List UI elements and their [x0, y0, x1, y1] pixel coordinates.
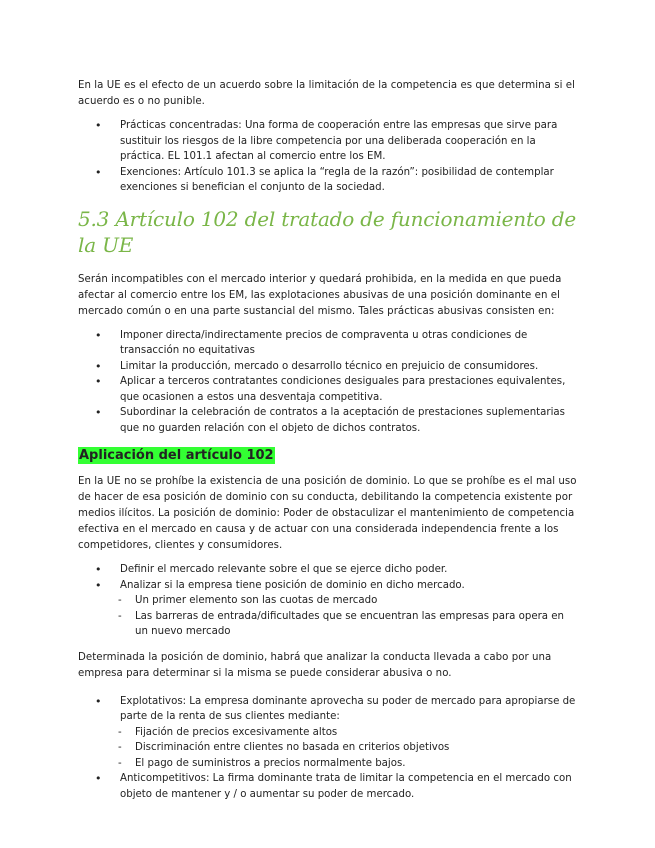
article-102-paragraph: Serán incompatibles con el mercado interior y quedará prohibida, en la medida en que pueda afectar al comercio entre los EM, las explotaciones abusivas de una posición dominante en el mercado común o en una parte sustancial del mismo. Tales prácticas abusivas consisten en:: [78, 273, 562, 317]
list-item: • Definir el mercado relevante sobre el que se ejerce dicho poder.: [78, 562, 578, 578]
document-body: [78, 78, 578, 812]
list-item: • Analizar si la empresa tiene posición de dominio en dicho mercado.: [78, 578, 578, 594]
list-item: • Subordinar la celebración de contratos a la aceptación de prestaciones suplementarias que no guarden relación con el objeto de dichos contratos.: [78, 405, 578, 436]
conduct-types-list: [78, 694, 578, 803]
practices-list: [78, 118, 578, 196]
list-item: • Anticompetitivos: La firma dominante trata de limitar la competencia en el mercado con objeto de mantener y / o aumentar su poder de mercado.: [78, 771, 578, 802]
highlighted-heading-text: Aplicación del artículo 102: [79, 448, 274, 463]
abusive-practices-list: [78, 328, 578, 437]
sub-list-item: - Un primer elemento son las cuotas de mercado: [78, 593, 578, 609]
sub-list-item: - Las barreras de entrada/dificultades que se encuentran las empresas para opera en un nuevo mercado: [78, 609, 578, 640]
sub-list-item: - El pago de suministros a precios normalmente bajos.: [78, 756, 578, 772]
analysis-steps-list: [78, 562, 578, 640]
intro-paragraph: En la UE es el efecto de un acuerdo sobre la limitación de la competencia es que determina si el acuerdo es o no punible.: [78, 80, 575, 107]
sub-list-item: - Fijación de precios excesivamente altos: [78, 725, 578, 741]
list-item: • Aplicar a terceros contratantes condiciones desiguales para prestaciones equivalentes, que ocasionen a estos una desventaja competitiva.: [78, 374, 578, 405]
list-item: • Explotativos: La empresa dominante aprovecha su poder de mercado para apropiarse de parte de la renta de sus clientes mediante:: [78, 694, 578, 725]
list-item: • Prácticas concentradas: Una forma de cooperación entre las empresas que sirve para sustituir los riesgos de la libre competencia por una deliberada cooperación en la práctica. EL 101.1 afectan al comercio entre los EM.: [78, 118, 578, 165]
list-item: • Limitar la producción, mercado o desarrollo técnico en prejuicio de consumidores.: [78, 359, 578, 375]
section-heading: 5.3 Artículo 102 del tratado de funcionamiento de la UE: [78, 206, 577, 257]
list-item: • Imponer directa/indirectamente precios de compraventa u otras condiciones de transacción no equitativas: [78, 328, 578, 359]
list-item: • Exenciones: Artículo 101.3 se aplica la “regla de la razón”: posibilidad de contemplar exenciones si benefician el conjunto de la sociedad.: [78, 165, 578, 196]
dominance-paragraph: En la UE no se prohíbe la existencia de una posición de dominio. Lo que se prohíbe es el mal uso de hacer de esa posición de dominio con su conducta, debilitando la competencia existente por medios ilícitos. La posición de dominio: Poder de obstaculizar el mantenimiento de competencia efectiva en el mercado en causa y de actuar con una considerada independencia frente a los competidores, clientes y consumidores.: [78, 476, 577, 551]
sub-list-item: - Discriminación entre clientes no basada en criterios objetivos: [78, 740, 578, 756]
subsection-heading: [78, 446, 578, 466]
conduct-paragraph: Determinada la posición de dominio, habrá que analizar la conducta llevada a cabo por una empresa para determinar si la misma se puede considerar abusiva o no.: [78, 651, 552, 679]
